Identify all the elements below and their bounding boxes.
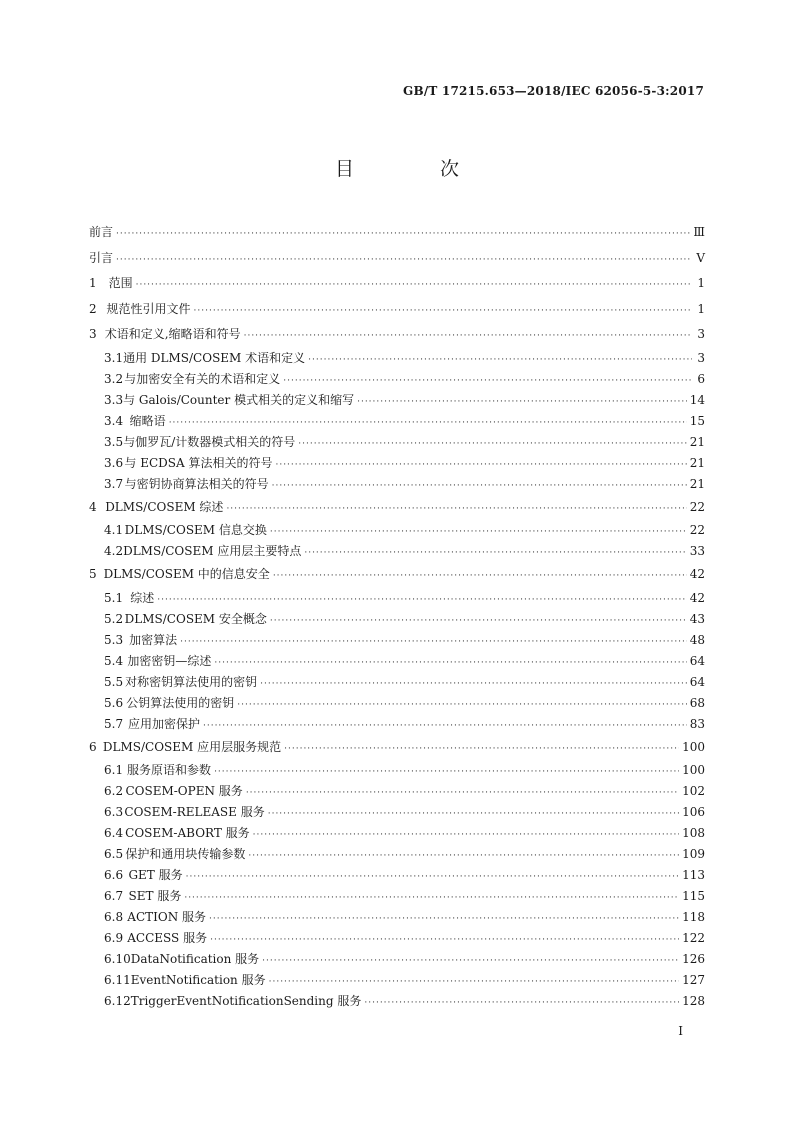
toc-entry-number: 3.1 — [104, 350, 124, 365]
toc-entry-label: EventNotification 服务 — [130, 973, 266, 987]
toc-entry-number: 3.4 — [104, 413, 124, 428]
toc-entry-number: 5 — [89, 567, 97, 581]
toc-entry-label: DLMS/COSEM 信息交换 — [124, 523, 267, 537]
toc-entry-label: COSEM-RELEASE 服务 — [124, 805, 265, 819]
toc-entry-number: 6.3 — [104, 805, 124, 819]
toc-entry-label: SET 服务 — [128, 889, 182, 903]
dot-leader — [180, 632, 687, 653]
toc-entry-number: 5.7 — [104, 716, 124, 731]
toc-entry-page: 1 — [697, 301, 705, 316]
toc-entry[interactable] — [89, 760, 705, 781]
toc-entry-page: 14 — [689, 392, 705, 407]
toc-entry-page: Ⅴ — [696, 250, 705, 265]
toc-entry-page: 48 — [689, 632, 705, 647]
dot-leader — [237, 695, 686, 716]
toc-entry-label: 与 ECDSA 算法相关的符号 — [124, 455, 273, 470]
toc-entry[interactable] — [89, 520, 705, 541]
toc-entry[interactable] — [89, 348, 705, 369]
dot-leader — [157, 590, 686, 611]
toc-entry-page: 22 — [689, 523, 705, 537]
toc-entry[interactable] — [89, 844, 705, 865]
toc-entry-page: 42 — [689, 567, 705, 581]
toc-entry[interactable] — [89, 823, 705, 844]
toc-entry-number: 5.3 — [104, 632, 124, 647]
toc-entry-page: 113 — [682, 868, 705, 882]
toc-entry-page: 21 — [689, 434, 705, 449]
toc-entry-page: 102 — [682, 784, 705, 798]
toc-entry-label: 引言 — [89, 250, 114, 265]
dot-leader — [269, 972, 679, 993]
toc-entry-label: ACTION 服务 — [127, 910, 207, 924]
toc-entry[interactable] — [89, 928, 705, 949]
page-title: 目 次 — [334, 158, 500, 180]
toc-entry[interactable] — [89, 714, 705, 735]
toc-entry-page: 83 — [689, 716, 705, 731]
toc-entry-label: 缩略语 — [129, 413, 166, 428]
toc-entry[interactable] — [89, 369, 705, 390]
toc-entry[interactable] — [89, 474, 705, 495]
toc-entry-page: 3 — [697, 327, 705, 341]
toc-entry-number: 3.7 — [104, 476, 124, 491]
toc-entry-label: 加密算法 — [129, 632, 178, 647]
toc-entry-label: COSEM-ABORT 服务 — [125, 826, 250, 840]
toc-entry-label: 术语和定义,缩略语和符号 — [104, 327, 241, 341]
toc-entry-page: 118 — [682, 910, 705, 924]
toc-entry-label: 前言 — [89, 225, 114, 239]
toc-entry[interactable] — [89, 271, 705, 297]
toc-entry[interactable] — [89, 246, 705, 272]
toc-entry[interactable] — [89, 781, 705, 802]
dot-leader — [273, 564, 687, 590]
toc-entry[interactable] — [89, 907, 705, 928]
dot-leader — [270, 611, 687, 632]
toc-entry-page: 21 — [689, 476, 705, 491]
toc-entry-number: 6.12 — [104, 994, 131, 1008]
table-of-contents — [89, 220, 705, 1012]
toc-entry[interactable] — [89, 651, 705, 672]
toc-entry[interactable] — [89, 949, 705, 970]
toc-entry-page: 106 — [682, 805, 705, 819]
toc-entry-label: 与 Galois/Counter 模式相关的定义和缩写 — [123, 392, 355, 407]
toc-entry-label: 与伽罗瓦/计数器模式相关的符号 — [123, 434, 296, 449]
toc-entry-page: 21 — [689, 455, 705, 470]
toc-entry-number: 3.5 — [104, 434, 124, 449]
toc-entry-number: 6.8 — [104, 910, 124, 924]
toc-entry-number: 3.6 — [104, 455, 124, 470]
toc-entry-label: 保护和通用块传输参数 — [125, 847, 246, 861]
toc-entry-label: 服务原语和参数 — [127, 763, 212, 777]
toc-entry-page: 109 — [682, 847, 705, 861]
toc-entry-page: 126 — [682, 952, 705, 966]
dot-leader — [186, 867, 679, 888]
toc-entry-label: 与加密安全有关的术语和定义 — [124, 371, 281, 386]
toc-entry-label: 应用加密保护 — [127, 716, 200, 731]
dot-leader — [357, 392, 687, 413]
dot-leader — [248, 846, 679, 867]
toc-entry-number: 5.1 — [104, 590, 124, 605]
dot-leader — [275, 455, 686, 476]
toc-entry[interactable] — [89, 991, 705, 1012]
dot-leader — [272, 476, 687, 497]
toc-entry-label: 规范性引用文件 — [106, 301, 191, 316]
toc-entry-label: GET 服务 — [128, 868, 183, 882]
toc-entry-page: 122 — [682, 931, 705, 945]
toc-entry[interactable] — [89, 541, 705, 562]
toc-entry[interactable] — [89, 562, 705, 588]
toc-entry-page: 1 — [697, 276, 705, 290]
toc-entry-page: 64 — [689, 674, 705, 689]
toc-entry-number: 6.9 — [104, 931, 124, 945]
toc-entry-number: 5.2 — [104, 611, 124, 626]
toc-entry-page: 15 — [689, 413, 705, 428]
toc-entry-label: 通用 DLMS/COSEM 术语和定义 — [123, 350, 306, 365]
toc-entry-label: DLMS/COSEM 应用层主要特点 — [123, 544, 302, 558]
toc-entry-number: 4.2 — [104, 544, 124, 558]
toc-entry-label: DLMS/COSEM 安全概念 — [124, 611, 267, 626]
toc-entry-page: 42 — [689, 590, 705, 605]
dot-leader — [169, 413, 687, 434]
dot-leader — [253, 825, 679, 846]
toc-entry-page: 43 — [689, 611, 705, 626]
toc-entry-number: 6 — [89, 739, 97, 754]
toc-entry[interactable] — [89, 588, 705, 609]
toc-entry[interactable] — [89, 735, 705, 761]
toc-entry-page: 33 — [689, 544, 705, 558]
toc-entry-number: 6.5 — [104, 847, 124, 861]
dot-leader — [214, 653, 686, 674]
toc-entry-number: 6.4 — [104, 826, 124, 840]
dot-leader — [194, 299, 692, 325]
dot-leader — [364, 993, 679, 1014]
toc-entry-page: 115 — [682, 889, 705, 903]
standard-header: GB/T 17215.653—2018/IEC 62056-5-3:2017 — [403, 84, 704, 98]
toc-entry-label: 综述 — [130, 590, 155, 605]
dot-leader — [270, 522, 687, 543]
toc-entry-label: ACCESS 服务 — [127, 931, 208, 945]
toc-entry-number: 3 — [89, 327, 97, 341]
toc-entry-label: DataNotification 服务 — [130, 952, 260, 966]
toc-entry[interactable] — [89, 297, 705, 323]
toc-entry[interactable] — [89, 322, 705, 348]
toc-entry-number: 6.10 — [104, 952, 131, 966]
toc-entry-number: 6.6 — [104, 868, 124, 882]
toc-entry-label: DLMS/COSEM 综述 — [105, 499, 224, 514]
toc-entry-label: 范围 — [108, 276, 133, 290]
toc-entry[interactable] — [89, 970, 705, 991]
toc-entry-label: DLMS/COSEM 中的信息安全 — [103, 567, 270, 581]
dot-leader — [244, 324, 692, 350]
toc-entry-page: 108 — [682, 826, 705, 840]
dot-leader — [210, 930, 679, 951]
dot-leader — [209, 909, 679, 930]
toc-entry-page: 100 — [682, 739, 705, 754]
toc-entry-number: 3.2 — [104, 371, 124, 386]
toc-entry-page: 64 — [689, 653, 705, 668]
toc-entry-number: 6.1 — [104, 763, 124, 777]
toc-entry-page: 100 — [682, 763, 705, 777]
toc-entry-number: 6.2 — [104, 784, 124, 798]
dot-leader — [298, 434, 686, 455]
toc-entry-number: 1 — [89, 276, 97, 290]
toc-entry-page: 22 — [689, 499, 705, 514]
toc-entry-label: 对称密钥算法使用的密钥 — [125, 674, 258, 689]
toc-entry-number: 6.7 — [104, 889, 124, 903]
toc-entry[interactable] — [89, 411, 705, 432]
dot-leader — [262, 951, 679, 972]
dot-leader — [116, 222, 690, 248]
dot-leader — [136, 273, 692, 299]
dot-leader — [184, 888, 679, 909]
toc-entry[interactable] — [89, 693, 705, 714]
toc-entry-label: 加密密钥—综述 — [127, 653, 212, 668]
toc-entry[interactable] — [89, 432, 705, 453]
page-number: Ⅰ — [678, 1024, 683, 1038]
dot-leader — [246, 783, 679, 804]
toc-entry[interactable] — [89, 220, 705, 246]
toc-entry-page: 127 — [682, 973, 705, 987]
dot-leader — [268, 804, 679, 825]
toc-entry-number: 4 — [89, 499, 97, 514]
toc-entry-number: 5.5 — [104, 674, 124, 689]
dot-leader — [283, 371, 692, 392]
toc-entry-label: COSEM-OPEN 服务 — [125, 784, 243, 798]
toc-entry[interactable] — [89, 672, 705, 693]
dot-leader — [226, 497, 686, 523]
toc-entry[interactable] — [89, 609, 705, 630]
toc-entry-number: 5.4 — [104, 653, 124, 668]
dot-leader — [284, 737, 679, 763]
toc-entry[interactable] — [89, 495, 705, 521]
toc-entry-label: TriggerEventNotificationSending 服务 — [130, 994, 362, 1008]
toc-entry-page: 3 — [697, 350, 705, 365]
toc-entry-label: DLMS/COSEM 应用层服务规范 — [102, 739, 282, 754]
dot-leader — [203, 716, 687, 737]
toc-entry[interactable] — [89, 865, 705, 886]
toc-entry-number: 4.1 — [104, 523, 124, 537]
toc-entry[interactable] — [89, 453, 705, 474]
dot-leader — [308, 350, 692, 371]
dot-leader — [214, 762, 679, 783]
dot-leader — [116, 248, 692, 274]
toc-entry-label: 与密钥协商算法相关的符号 — [124, 476, 269, 491]
toc-entry[interactable] — [89, 390, 705, 411]
toc-entry-number: 6.11 — [104, 973, 131, 987]
toc-entry-number: 3.3 — [104, 392, 124, 407]
toc-entry-number: 5.6 — [104, 695, 124, 710]
toc-entry-label: 公钥算法使用的密钥 — [126, 695, 235, 710]
toc-entry-page: 68 — [689, 695, 705, 710]
toc-entry[interactable] — [89, 886, 705, 907]
toc-entry[interactable] — [89, 630, 705, 651]
dot-leader — [260, 674, 687, 695]
toc-entry-number: 2 — [89, 301, 97, 316]
dot-leader — [304, 543, 686, 564]
toc-entry-page: 6 — [697, 371, 705, 386]
toc-entry[interactable] — [89, 802, 705, 823]
toc-entry-page: 128 — [682, 994, 705, 1008]
toc-entry-page: Ⅲ — [693, 225, 705, 239]
